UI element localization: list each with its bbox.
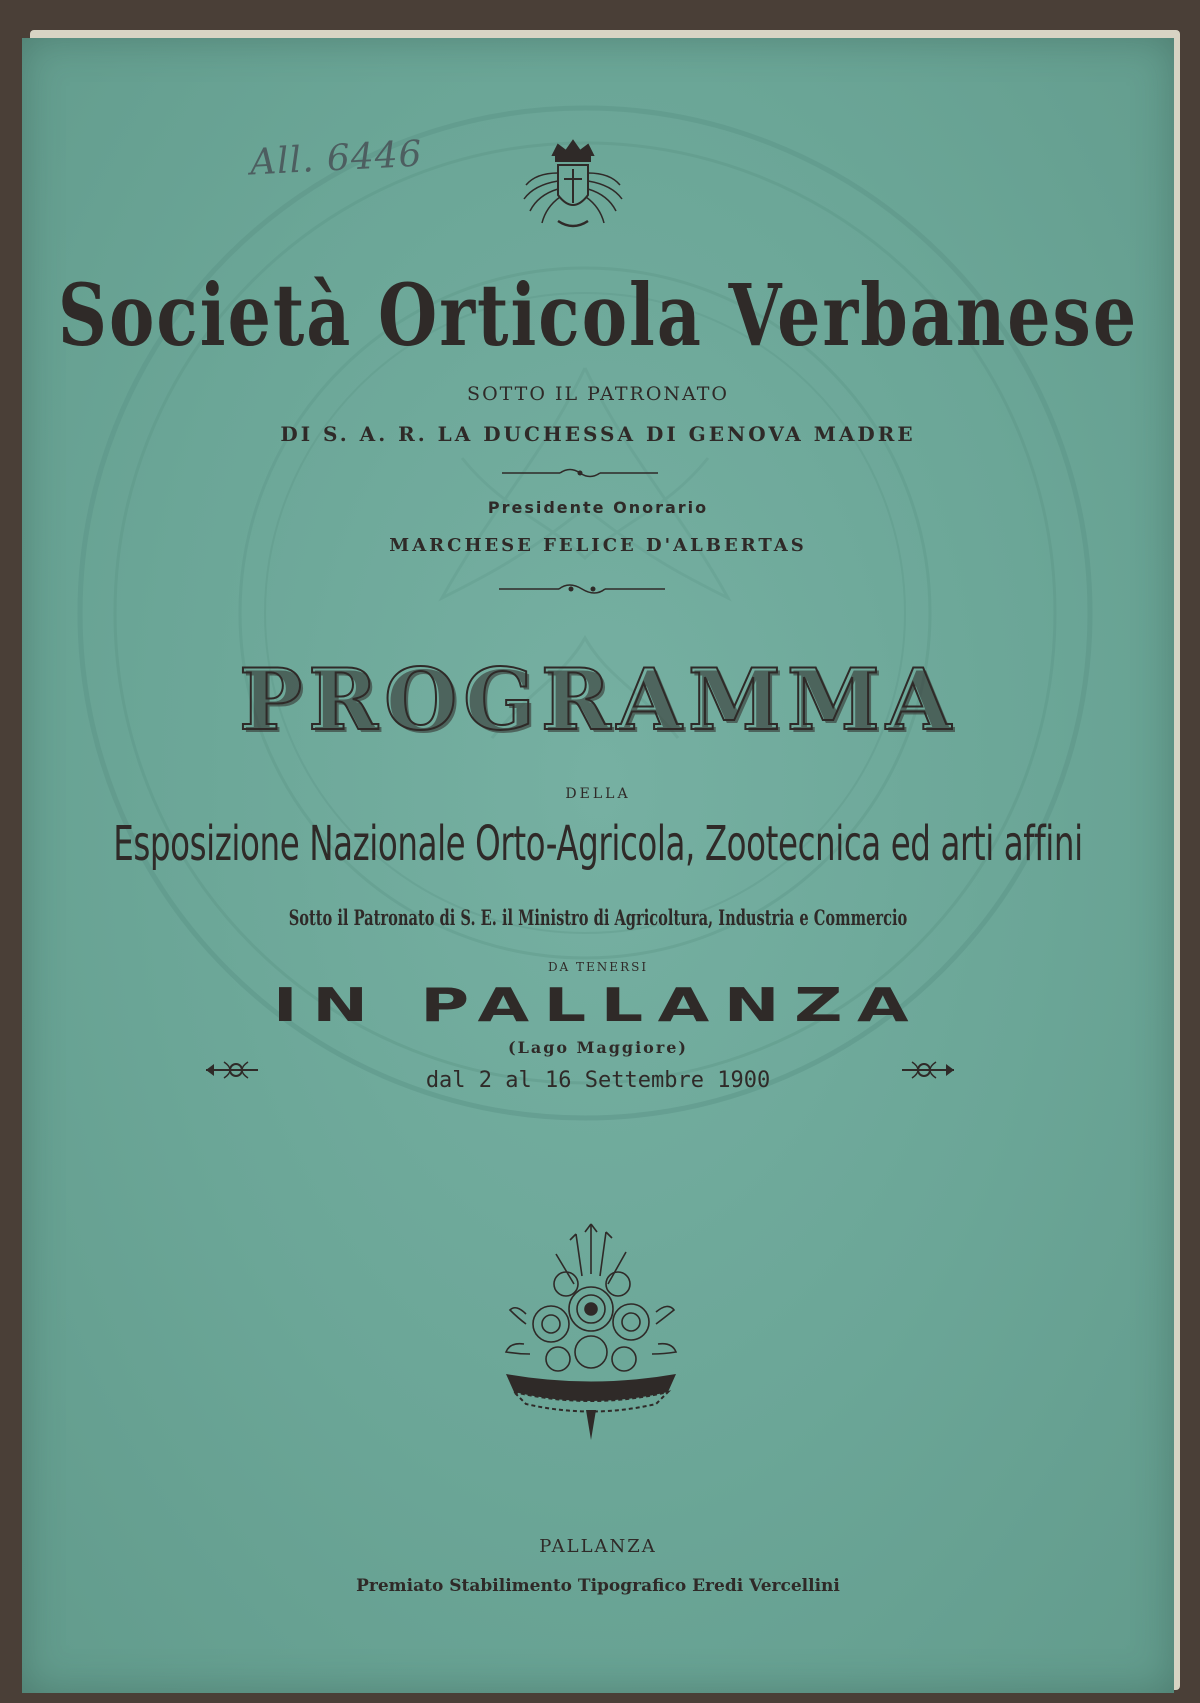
patronato-line-1: SOTTO IL PATRONATO bbox=[467, 383, 729, 405]
crest-icon bbox=[518, 133, 628, 243]
programma-title: PROGRAMMA bbox=[238, 650, 957, 749]
flower-bouquet-icon bbox=[496, 1214, 686, 1444]
ministry-patronage: Sotto il Patronato di S. E. il Ministro di Agricoltura, Industria e Commercio bbox=[288, 906, 908, 931]
archive-mark: All. 6446 bbox=[249, 133, 424, 184]
printer-city: PALLANZA bbox=[539, 1536, 657, 1557]
booklet-cover bbox=[22, 38, 1174, 1693]
divider-ornament bbox=[497, 582, 667, 596]
exhibition-title: Esposizione Nazionale Orto-Agricola, Zootecnica ed arti affini bbox=[113, 816, 1083, 872]
printer-name: Premiato Stabilimento Tipografico Eredi Vercellini bbox=[356, 1576, 840, 1596]
da-tenersi-label: DA TENERSI bbox=[547, 960, 649, 974]
divider-ornament bbox=[500, 466, 660, 480]
patronato-line-2: DI S. A. R. LA DUCHESSA DI GENOVA MADRE bbox=[280, 422, 916, 446]
place-name: IN PALLANZA bbox=[272, 978, 924, 1032]
president-name: MARCHESE FELICE D'ALBERTAS bbox=[389, 535, 807, 556]
president-label: Presidente Onorario bbox=[487, 498, 709, 517]
lake-label: (Lago Maggiore) bbox=[508, 1038, 688, 1057]
society-name: Società Orticola Verbanese bbox=[57, 266, 1139, 366]
della-label: DELLA bbox=[565, 786, 631, 802]
exhibition-dates: dal 2 al 16 Settembre 1900 bbox=[425, 1068, 771, 1093]
